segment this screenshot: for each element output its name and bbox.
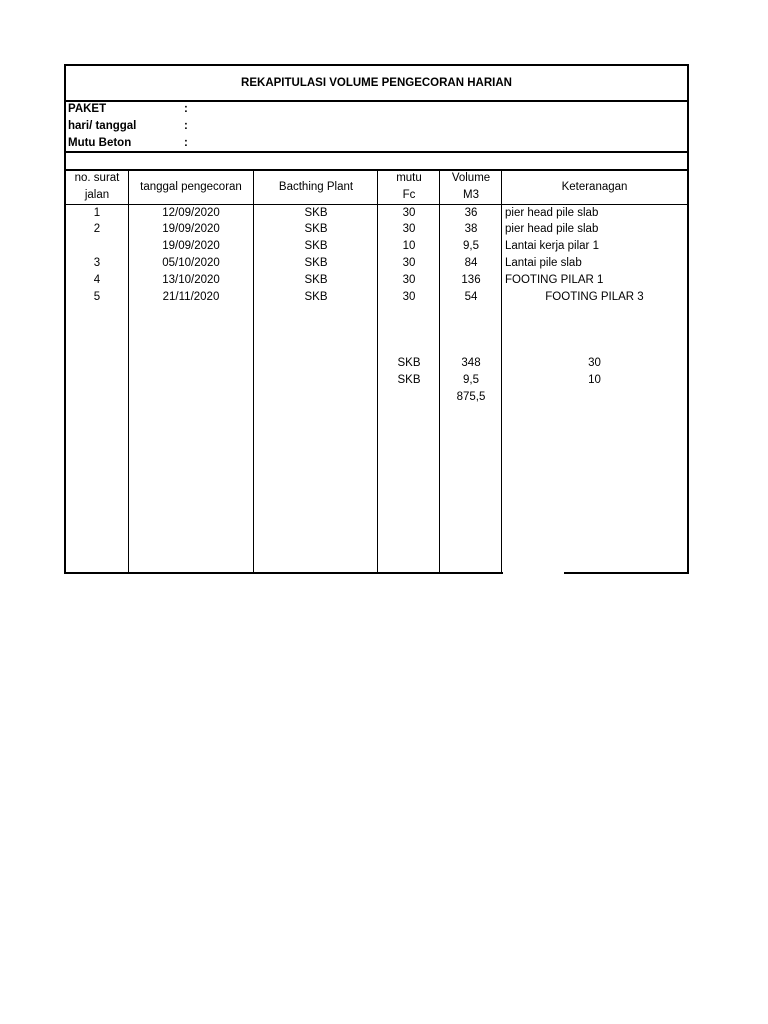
info-divider bbox=[66, 151, 687, 153]
info-colon: : bbox=[184, 137, 188, 149]
cell-mutu: 30 bbox=[402, 257, 416, 269]
header-text: no. surat bbox=[74, 172, 120, 184]
cell-no: 3 bbox=[93, 257, 101, 269]
summary-plant: SKB bbox=[397, 357, 421, 369]
cell-tanggal: 13/10/2020 bbox=[162, 274, 220, 286]
cell-plant: SKB bbox=[304, 207, 328, 219]
cell-plant: SKB bbox=[304, 291, 328, 303]
info-colon: : bbox=[184, 120, 188, 132]
summary-row bbox=[66, 355, 687, 372]
table-row bbox=[66, 289, 687, 306]
table-row bbox=[66, 238, 687, 255]
info-row-hari-tanggal bbox=[66, 118, 687, 135]
table-row bbox=[66, 221, 687, 238]
header-text: Fc bbox=[402, 189, 416, 201]
cell-no: 2 bbox=[93, 223, 101, 235]
header-text: mutu bbox=[396, 172, 422, 184]
header-text: Volume bbox=[451, 172, 491, 184]
info-row-paket bbox=[66, 101, 687, 118]
table-row bbox=[66, 272, 687, 289]
recap-sheet bbox=[64, 64, 689, 574]
total-row bbox=[66, 389, 687, 406]
summary-volume: 348 bbox=[461, 357, 481, 369]
table-row bbox=[66, 205, 687, 222]
cell-mutu: 30 bbox=[402, 207, 416, 219]
cell-keterangan: FOOTING PILAR 3 bbox=[545, 291, 644, 303]
cell-plant: SKB bbox=[304, 257, 328, 269]
summary-mutu: 30 bbox=[588, 357, 601, 369]
cell-plant: SKB bbox=[304, 240, 328, 252]
header-text: M3 bbox=[463, 189, 479, 201]
summary-volume: 9,5 bbox=[463, 374, 479, 386]
cell-tanggal: 19/09/2020 bbox=[162, 240, 220, 252]
cell-no: 5 bbox=[93, 291, 101, 303]
cell-volume: 38 bbox=[464, 223, 478, 235]
summary-row bbox=[66, 372, 687, 389]
table-row bbox=[66, 255, 687, 272]
header-mutu-fc bbox=[378, 170, 440, 204]
info-label: hari/ tanggal bbox=[68, 120, 137, 132]
cell-volume: 9,5 bbox=[463, 240, 479, 252]
total-volume: 875,5 bbox=[456, 391, 486, 403]
cell-keterangan: pier head pile slab bbox=[505, 207, 599, 219]
cell-keterangan: FOOTING PILAR 1 bbox=[505, 274, 604, 286]
border-gap bbox=[503, 570, 564, 574]
info-label: PAKET bbox=[68, 103, 107, 115]
cell-mutu: 30 bbox=[402, 274, 416, 286]
header-tanggal-pengecoran: tanggal pengecoran bbox=[140, 181, 242, 193]
info-row-mutu-beton bbox=[66, 135, 687, 152]
summary-plant: SKB bbox=[397, 374, 421, 386]
cell-volume: 36 bbox=[464, 207, 478, 219]
cell-tanggal: 12/09/2020 bbox=[162, 207, 220, 219]
cell-tanggal: 21/11/2020 bbox=[162, 291, 220, 303]
cell-no: 4 bbox=[93, 274, 101, 286]
cell-keterangan: pier head pile slab bbox=[505, 223, 599, 235]
summary-mutu: 10 bbox=[588, 374, 601, 386]
header-volume-m3 bbox=[440, 170, 502, 204]
cell-tanggal: 19/09/2020 bbox=[162, 223, 220, 235]
header-keterangan: Keteranagan bbox=[561, 181, 628, 193]
info-block bbox=[66, 101, 687, 152]
cell-tanggal: 05/10/2020 bbox=[162, 257, 220, 269]
cell-plant: SKB bbox=[304, 274, 328, 286]
cell-plant: SKB bbox=[304, 223, 328, 235]
sheet-title: REKAPITULASI VOLUME PENGECORAN HARIAN bbox=[241, 77, 512, 89]
cell-keterangan: Lantai kerja pilar 1 bbox=[505, 240, 599, 252]
info-colon: : bbox=[184, 103, 188, 115]
cell-volume: 136 bbox=[461, 274, 481, 286]
cell-keterangan: Lantai pile slab bbox=[505, 257, 582, 269]
header-text: jalan bbox=[84, 189, 110, 201]
cell-no bbox=[66, 238, 128, 255]
info-label: Mutu Beton bbox=[68, 137, 132, 149]
header-batching-plant: Bacthing Plant bbox=[278, 181, 354, 193]
cell-volume: 54 bbox=[464, 291, 478, 303]
cell-mutu: 30 bbox=[402, 291, 416, 303]
cell-mutu: 30 bbox=[402, 223, 416, 235]
cell-volume: 84 bbox=[464, 257, 478, 269]
header-no-surat-jalan bbox=[66, 170, 128, 204]
cell-no: 1 bbox=[93, 207, 101, 219]
cell-mutu: 10 bbox=[402, 240, 416, 252]
